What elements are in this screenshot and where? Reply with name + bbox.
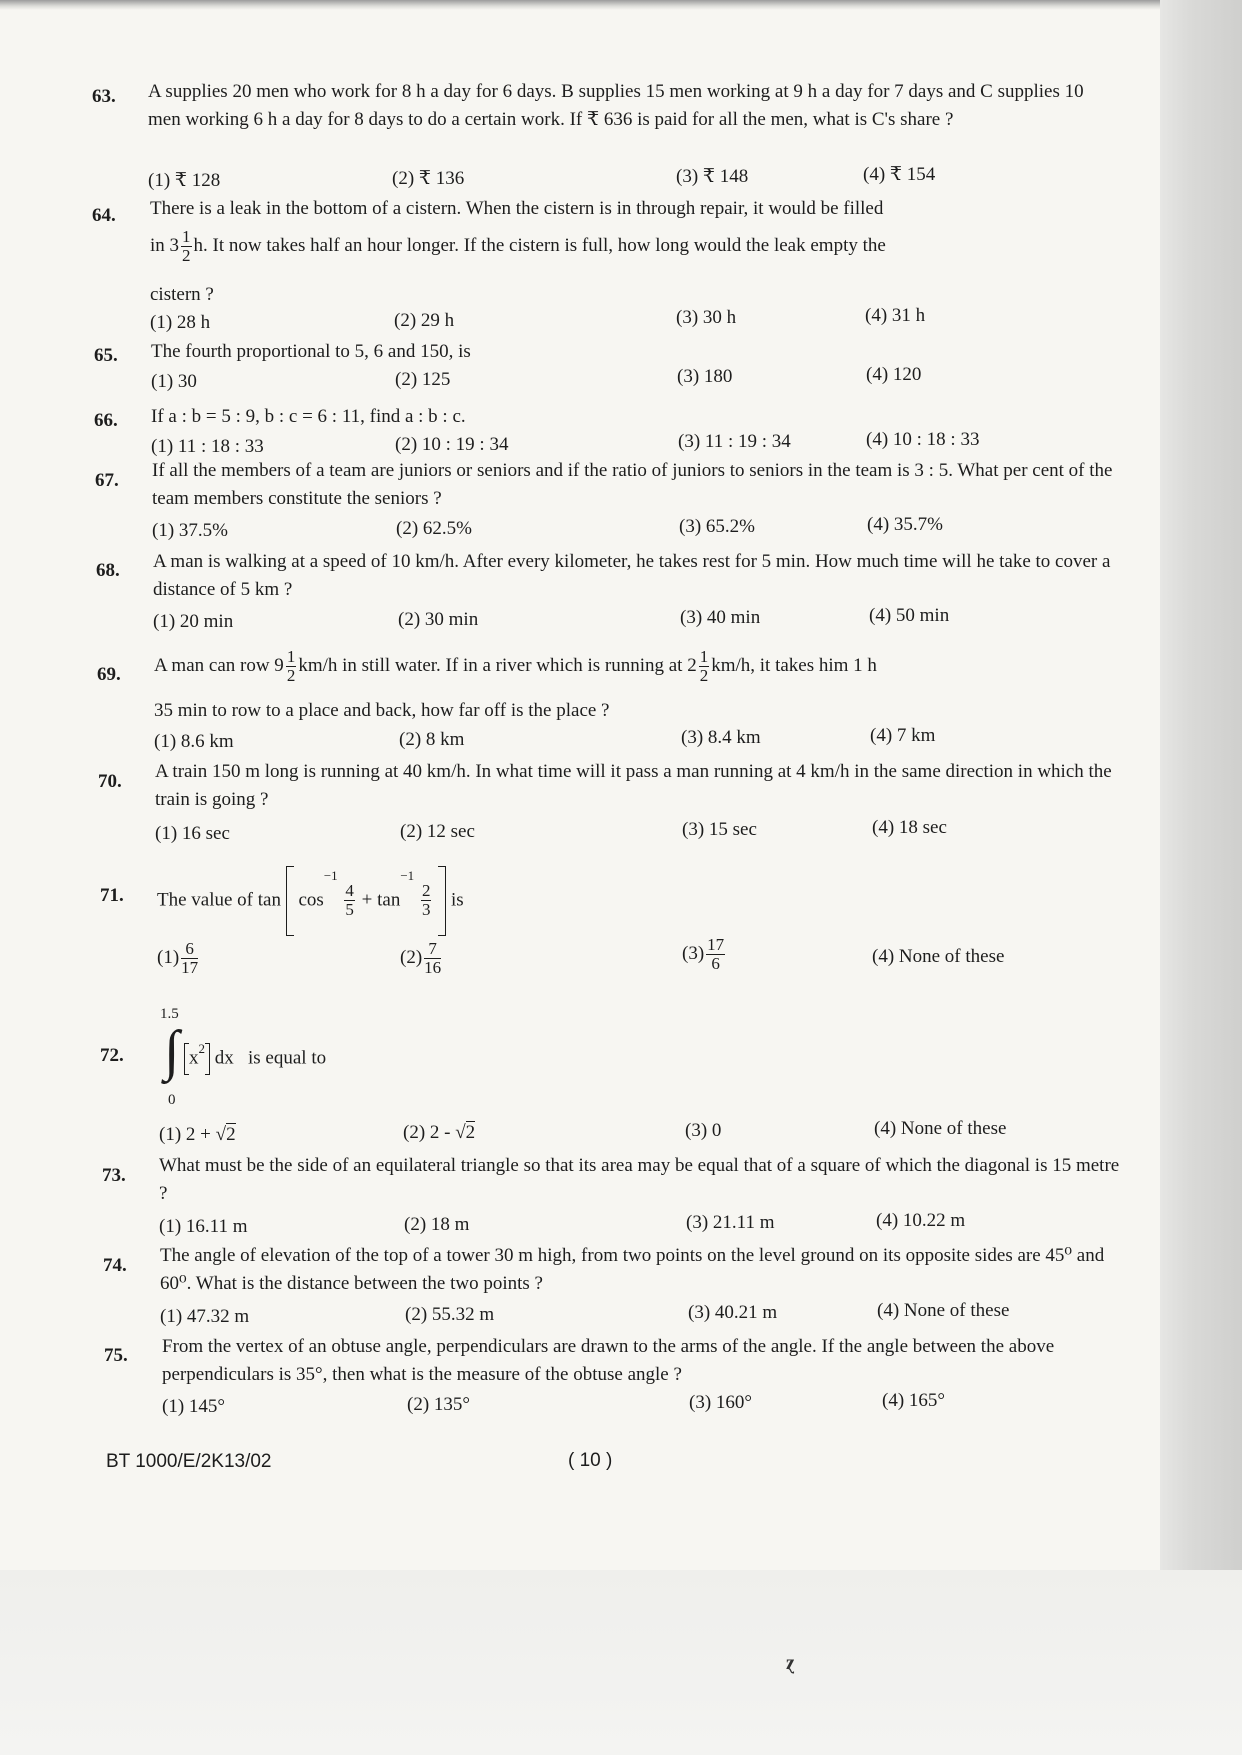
option: (2) 55.32 m: [405, 1304, 495, 1325]
option: (1) 20 min: [153, 611, 234, 632]
option: (4) 120: [866, 364, 922, 385]
option: (2) 125: [395, 369, 451, 390]
option: (4) 7 km: [870, 725, 936, 746]
option: (1) 16.11 m: [159, 1216, 248, 1237]
question-number: 69.: [97, 664, 121, 685]
option: (4) 10 : 18 : 33: [866, 429, 980, 450]
question-text: There is a leak in the bottom of a cistern. When the cistern is in through repair, it would be filled: [150, 198, 884, 219]
option: (3) 15 sec: [682, 819, 757, 840]
option: (1) 30: [151, 371, 197, 392]
question-text-line: in 3 $\frac{1}{2}$ h. It now takes half an hour longer. If the cistern is full, how long would the leak empty the: [150, 227, 886, 265]
question-number: 64.: [92, 205, 116, 226]
option: (2) 12 sec: [400, 821, 475, 842]
option: (1) 28 h: [150, 312, 211, 333]
option: (2) 29 h: [394, 310, 455, 331]
lower-limit: 0: [168, 1092, 176, 1108]
option: (3) 180: [677, 366, 733, 387]
question-number: 72.: [100, 1045, 124, 1066]
integral-sign: ∫: [164, 1020, 180, 1082]
question-text-line: 35 min to row to a place and back, how far off is the place ?: [154, 700, 610, 721]
option: (1) 11 : 18 : 33: [151, 436, 264, 457]
option: (2) 30 min: [398, 609, 479, 630]
question-text: What must be the side of an equilateral triangle so that its area may be equal that of a square of which the diagonal is 15 metre ?: [159, 1155, 1120, 1204]
option: (4) 35.7%: [867, 514, 943, 535]
option: (1) ₹ 128: [148, 170, 221, 191]
option: (1) 2 + √2: [159, 1124, 236, 1145]
question-text: A train 150 m long is running at 40 km/h. In what time will it pass a man running at 4 km/h in the same direction in which the train is going ?: [155, 761, 1112, 810]
option: (1) 37.5%: [152, 520, 228, 541]
option: (2) 135°: [407, 1394, 471, 1415]
option: (3) 160°: [689, 1392, 753, 1413]
page-number: ( 10 ): [568, 1450, 613, 1471]
question-text: If all the members of a team are juniors or seniors and if the ratio of juniors to seniors in the team is 3 : 5. What per cent of the team members constitute the seniors ?: [152, 460, 1113, 509]
fraction: $\frac{1}{2}$: [182, 227, 191, 265]
question-number: 63.: [92, 86, 116, 107]
fraction: $\frac{1}{2}$: [699, 647, 709, 685]
question-number: 73.: [102, 1165, 126, 1186]
upper-limit: 1.5: [160, 1006, 179, 1022]
option: (3) 0: [685, 1120, 722, 1141]
option: (1) 145°: [162, 1396, 226, 1417]
option: (2) ₹ 136: [392, 168, 465, 189]
option: (3) 40.21 m: [688, 1302, 778, 1323]
option: (2) 62.5%: [396, 518, 472, 539]
option: (3) 8.4 km: [681, 727, 761, 748]
question-number: 65.: [94, 345, 118, 366]
option: (4) None of these: [872, 946, 1005, 967]
question-text: The angle of elevation of the top of a tower 30 m high, from two points on the level ground on its opposite sides are 45⁰ and 60⁰. What is the distance between the two points ?: [160, 1245, 1105, 1294]
question-text-line: cistern ?: [150, 284, 214, 305]
fraction: $\frac{1}{2}$: [286, 647, 296, 685]
page-edge-shadow: [1160, 0, 1242, 1755]
question-number: 74.: [103, 1255, 127, 1276]
question-text: From the vertex of an obtuse angle, perpendiculars are drawn to the arms of the angle. If the angle between the above perpendiculars is 35°, then what is the measure of the obtuse angle ?: [162, 1336, 1055, 1385]
question-number: 75.: [104, 1345, 128, 1366]
question-text-line: A man can row 9 $\frac{1}{2}$ km/h in still water. If in a river which is running at 2 $\frac{1}{2}$ km/h, it takes him 1 h: [154, 647, 877, 685]
right-bracket: [438, 866, 446, 936]
option: (1) 8.6 km: [154, 731, 234, 752]
question-number: 68.: [96, 560, 120, 581]
option: (3) 30 h: [676, 307, 737, 328]
integrand: $x^2$ dx is equal to: [184, 1038, 326, 1075]
option: (4) None of these: [877, 1300, 1010, 1321]
fraction: $\frac{4}{5}$: [345, 881, 354, 920]
question-text: The fourth proportional to 5, 6 and 150, is: [151, 341, 471, 362]
question-number: 71.: [100, 885, 124, 906]
stray-mark: ɀ: [786, 1652, 795, 1674]
booklet-code: BT 1000/E/2K13/02: [106, 1451, 272, 1472]
option: (3) 65.2%: [679, 516, 755, 537]
option: (3) 21.11 m: [686, 1212, 775, 1233]
question-number: 67.: [95, 470, 119, 491]
option: (4) 31 h: [865, 305, 926, 326]
question-number: 66.: [94, 410, 118, 431]
option: (4) 165°: [882, 1390, 946, 1411]
option: (4) ₹ 154: [863, 164, 936, 185]
option: (3) ₹ 148: [676, 166, 749, 187]
option: (2) 2 - √2: [403, 1122, 476, 1143]
option: (3) 40 min: [680, 607, 761, 628]
scanner-bed-margin: [0, 1570, 1242, 1755]
option: (1) $\frac{6}{17}$: [157, 939, 199, 977]
option: (2) 8 km: [399, 729, 465, 750]
option: (1) 47.32 m: [160, 1306, 250, 1327]
option: (3) 11 : 19 : 34: [678, 431, 791, 452]
option: (4) 18 sec: [872, 817, 947, 838]
question-number: 70.: [98, 771, 122, 792]
expression: The value of $\tan \cos^{-1}$ $\frac{4}{5}$ + $\tan^{-1}$ $\frac{2}{3}$ is: [157, 858, 464, 930]
option: (4) 50 min: [869, 605, 950, 626]
option: (2) 18 m: [404, 1214, 470, 1235]
left-bracket: [286, 866, 294, 936]
option: (3) $\frac{17}{6}$: [682, 935, 725, 973]
option: (4) 10.22 m: [876, 1210, 966, 1231]
option: (4) None of these: [874, 1118, 1007, 1139]
question-text: If a : b = 5 : 9, b : c = 6 : 11, find a : b : c.: [151, 406, 466, 427]
fraction: $\frac{2}{3}$: [421, 881, 431, 920]
option: (2) 10 : 19 : 34: [395, 434, 509, 455]
question-text: A supplies 20 men who work for 8 h a day for 6 days. B supplies 15 men working at 9 h a day for 7 days and C supplies 10 men working 6 h a day for 8 days to do a certain work. If ₹ 636 is paid for all the men, what is C's share ?: [148, 81, 1084, 130]
option: (2) $\frac{7}{16}$: [400, 939, 442, 977]
question-text: A man is walking at a speed of 10 km/h. After every kilometer, he takes rest for 5 min. How much time will he take to cover a distance of 5 km ?: [153, 551, 1111, 600]
option: (1) 16 sec: [155, 823, 230, 844]
